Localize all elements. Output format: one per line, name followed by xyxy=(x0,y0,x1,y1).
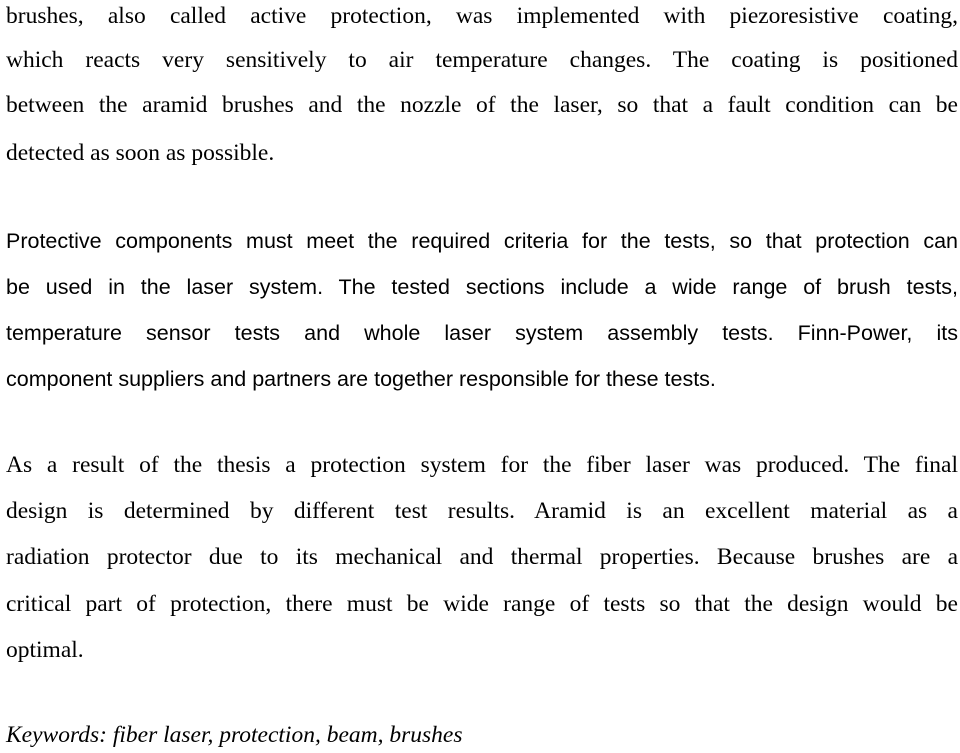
paragraph-2-line-3: temperature sensor tests and whole laser system assembly tests. Finn-Power, its xyxy=(6,321,958,345)
paragraph-3-line-1: As a result of the thesis a protection system for the fiber laser was produced. The final xyxy=(6,452,958,478)
paragraph-3-line-2: design is determined by different test results. Aramid is an excellent material as a xyxy=(6,498,958,524)
paragraph-1-line-1: brushes, also called active protection, was implemented with piezoresistive coating, xyxy=(6,3,958,29)
paragraph-3-line-5: optimal. xyxy=(6,637,84,663)
paragraph-2-line-1: Protective components must meet the required criteria for the tests, so that protection can xyxy=(6,229,958,253)
paragraph-1-line-2: which reacts very sensitively to air temperature changes. The coating is positioned xyxy=(6,47,958,73)
paragraph-1-line-3: between the aramid brushes and the nozzle of the laser, so that a fault condition can be xyxy=(6,92,958,118)
paragraph-3-line-4: critical part of protection, there must be wide range of tests so that the design would be xyxy=(6,591,958,617)
keywords-line: Keywords: fiber laser, protection, beam, brushes xyxy=(6,722,463,748)
paragraph-1-line-4: detected as soon as possible. xyxy=(6,140,275,166)
paragraph-2-line-4: component suppliers and partners are together responsible for these tests. xyxy=(6,367,716,391)
paragraph-3-line-3: radiation protector due to its mechanical and thermal properties. Because brushes are a xyxy=(6,544,958,570)
paragraph-2-line-2: be used in the laser system. The tested sections include a wide range of brush tests, xyxy=(6,275,958,299)
